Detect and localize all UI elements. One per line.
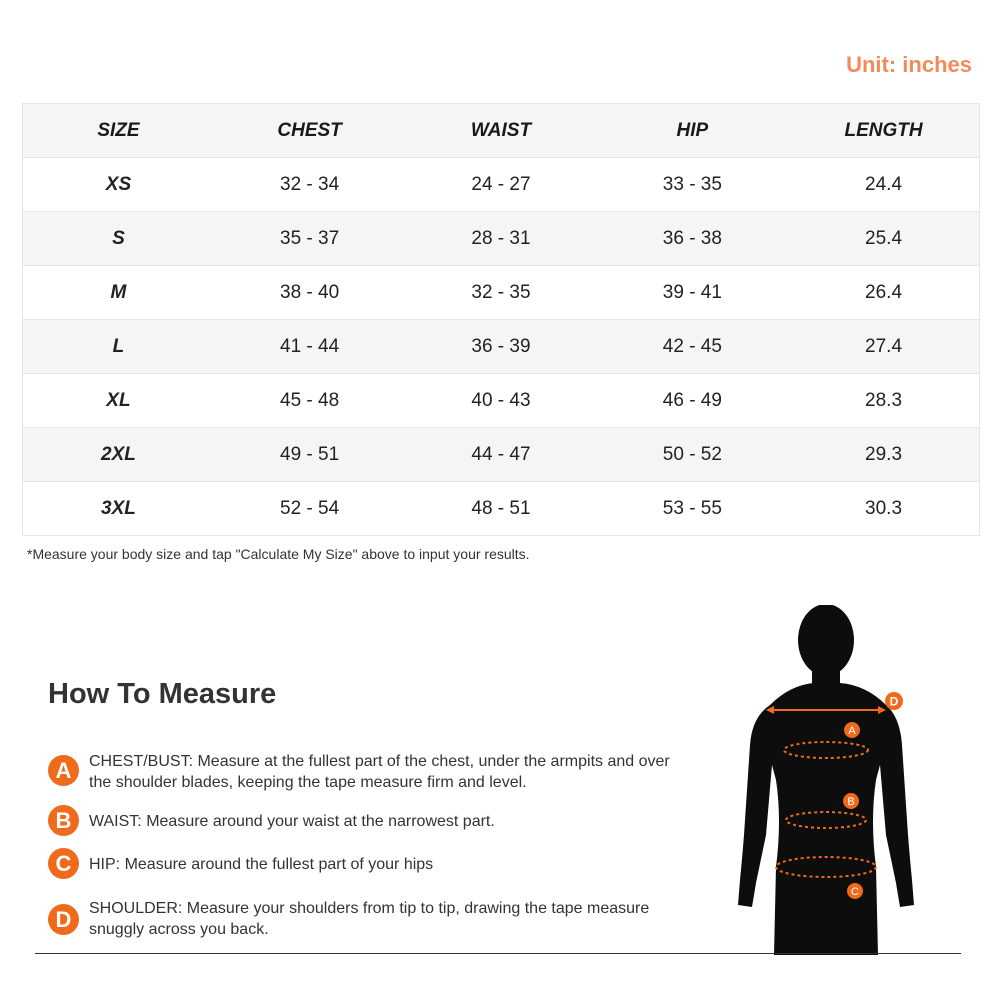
step-chest-text: CHEST/BUST: Measure at the fullest part of the chest, under the armpits and over the shoulder blades, keeping the tape measure firm and level. — [89, 753, 670, 791]
waist-cell: 44 - 47 — [405, 428, 596, 482]
step-shoulder — [48, 902, 689, 940]
marker-d-label: D — [889, 694, 899, 709]
hip-cell: 46 - 49 — [597, 374, 788, 428]
table-row — [23, 320, 980, 374]
step-shoulder-text: SHOULDER: Measure your shoulders from tip to tip, drawing the tape measure snuggly across you back. — [89, 900, 650, 938]
chest-cell: 32 - 34 — [214, 158, 405, 212]
waist-cell: 28 - 31 — [405, 212, 596, 266]
length-cell: 30.3 — [788, 482, 979, 536]
header-waist: WAIST — [405, 104, 596, 158]
hip-cell: 39 - 41 — [597, 266, 788, 320]
chest-cell: 41 - 44 — [214, 320, 405, 374]
table-row — [23, 374, 980, 428]
bottom-divider — [35, 953, 961, 954]
badge-c-icon: C — [48, 848, 79, 879]
hip-cell: 53 - 55 — [597, 482, 788, 536]
length-cell: 25.4 — [788, 212, 979, 266]
step-chest — [48, 751, 689, 793]
waist-cell: 32 - 35 — [405, 266, 596, 320]
how-to-measure-title: How To Measure — [48, 678, 277, 710]
table-row — [23, 428, 980, 482]
size-cell: 3XL — [23, 482, 214, 536]
hip-cell: 42 - 45 — [597, 320, 788, 374]
length-cell: 27.4 — [788, 320, 979, 374]
header-length: LENGTH — [788, 104, 979, 158]
size-cell: L — [23, 320, 214, 374]
length-cell: 28.3 — [788, 374, 979, 428]
hip-cell: 50 - 52 — [597, 428, 788, 482]
step-waist — [48, 805, 689, 836]
step-hip-text: HIP: Measure around the fullest part of your hips — [89, 856, 434, 873]
header-size: SIZE — [23, 104, 214, 158]
table-row — [23, 212, 980, 266]
measure-note: *Measure your body size and tap "Calculate My Size" above to input your results. — [27, 546, 530, 562]
hip-cell: 36 - 38 — [597, 212, 788, 266]
length-cell: 26.4 — [788, 266, 979, 320]
length-cell: 24.4 — [788, 158, 979, 212]
marker-c — [847, 883, 863, 899]
badge-a-icon: A — [48, 755, 79, 786]
table-row — [23, 266, 980, 320]
chest-cell: 38 - 40 — [214, 266, 405, 320]
marker-c-label: C — [851, 886, 859, 898]
step-hip — [48, 848, 689, 879]
chest-cell: 35 - 37 — [214, 212, 405, 266]
marker-b-label: B — [847, 796, 855, 808]
table-row — [23, 482, 980, 536]
waist-cell: 24 - 27 — [405, 158, 596, 212]
header-hip: HIP — [597, 104, 788, 158]
size-cell: XL — [23, 374, 214, 428]
waist-cell: 36 - 39 — [405, 320, 596, 374]
table-row — [23, 158, 980, 212]
size-cell: 2XL — [23, 428, 214, 482]
waist-cell: 40 - 43 — [405, 374, 596, 428]
table-header-row — [23, 104, 980, 158]
marker-a-label: A — [848, 725, 856, 737]
unit-label: Unit: inches — [846, 52, 972, 77]
size-cell: M — [23, 266, 214, 320]
body-silhouette-figure — [730, 605, 930, 955]
badge-d-icon: D — [48, 904, 79, 935]
length-cell: 29.3 — [788, 428, 979, 482]
waist-cell: 48 - 51 — [405, 482, 596, 536]
size-chart-table — [22, 103, 980, 536]
silhouette-icon — [738, 605, 914, 955]
badge-b-icon: B — [48, 805, 79, 836]
marker-b — [843, 793, 859, 809]
marker-a — [844, 722, 860, 738]
chest-cell: 49 - 51 — [214, 428, 405, 482]
size-cell: S — [23, 212, 214, 266]
chest-cell: 52 - 54 — [214, 482, 405, 536]
hip-cell: 33 - 35 — [597, 158, 788, 212]
chest-cell: 45 - 48 — [214, 374, 405, 428]
step-waist-text: WAIST: Measure around your waist at the narrowest part. — [89, 813, 495, 830]
header-chest: CHEST — [214, 104, 405, 158]
size-cell: XS — [23, 158, 214, 212]
marker-d — [885, 692, 903, 710]
